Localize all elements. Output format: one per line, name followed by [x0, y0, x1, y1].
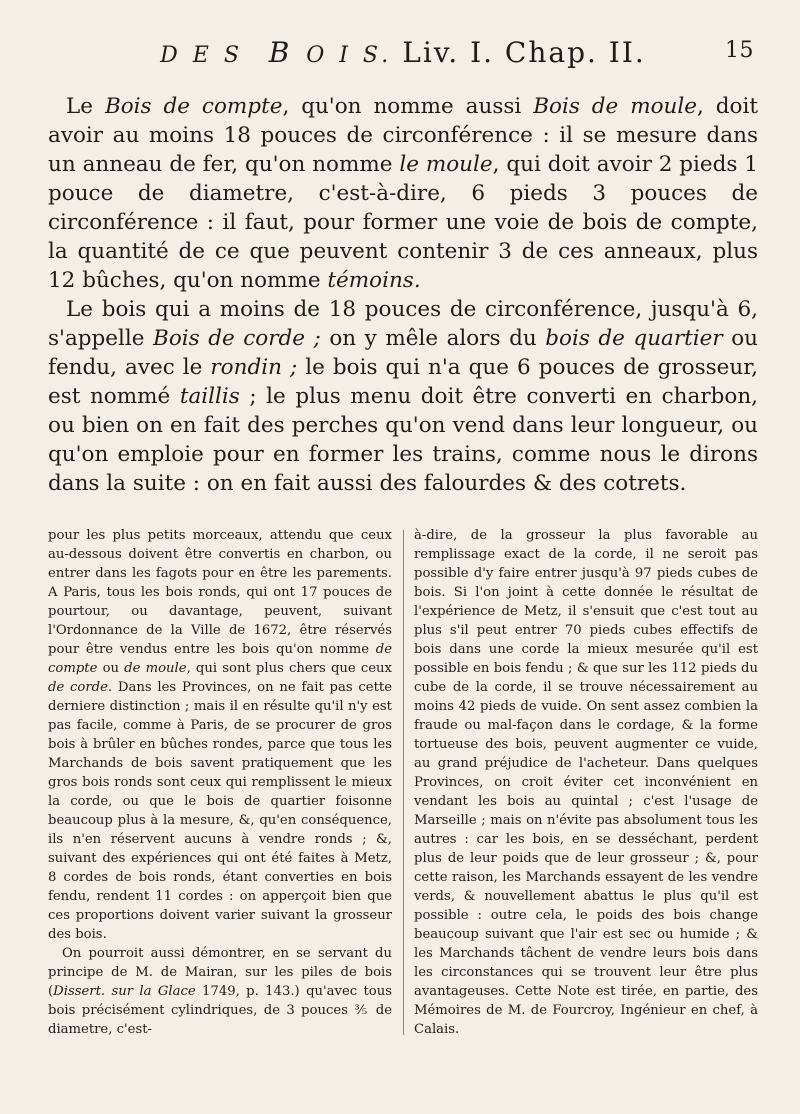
column-separator: [403, 530, 404, 1035]
paragraph-bois-de-compte: Le Bois de compte, qu'on nomme aussi Bois de moule, doit avoir au moins 18 pouces de circonférence : il se mesure dans un anneau de fer, qu'on nomme le moule, qui doit avoir 2 pieds 1 pouce de diametre, c'est-à-dire, 6 pieds 3 pouces de circonférence : il faut, pour former une voie de bois de compte, la quantité de ce que peuvent contenir 3 de ces anneaux, plus 12 bûches, qu'on nomme témoins.: [48, 94, 758, 293]
running-head-chapter: Liv. I. Chap. II.: [402, 35, 646, 69]
paragraph-bois-de-corde: Le bois qui a moins de 18 pouces de circonférence, jusqu'à 6, s'appelle Bois de corde ; on y mêle alors du bois de quartier ou fendu, avec le rondin ; le bois qui n'a que 6 pouces de grosseur, est nommé taillis ; le plus menu doit être converti en charbon, ou bien on en fait des perches qu'on vend dans leur longueur, ou qu'on emploie pour en former les trains, comme nous le dirons dans la suite : on en fait aussi des falourdes & des cotrets.: [48, 297, 759, 496]
book-page: [48, 22, 758, 1092]
running-head: [48, 22, 758, 82]
footnote-left-paragraph-2: On pourroit aussi démontrer, en se servant du principe de M. de Mairan, sur les piles de bois (Dissert. sur la Glace 1749, p. 143.) qu'avec tous bois précisément cylindriques, de 3 pouces ⅗ de diametre, c'est-: [48, 946, 393, 1037]
footnotes: [48, 526, 758, 1039]
footnote-left-paragraph-1: pour les plus petits morceaux, attendu que ceux au-dessous doivent être convertis en charbon, ou entrer dans les fagots pour en être les parements. A Paris, tous les bois ronds, qui ont 17 pouces de pourtour, ou davantage, peuvent, suivant l'Ordonnance de la Ville de 1672, être réservés pour être vendus entre les bois qu'on nomme de compte ou de moule, qui sont plus chers que ceux de corde. Dans les Provinces, on ne fait pas cette derniere distinction ; mais il en résulte qu'il n'y est pas facile, comme à Paris, de se procurer de gros bois à brûler en bûches rondes, parce que tous les Marchands de bois savent pratiquement que les gros bois ronds sont ceux qui remplissent le mieux la corde, ou que le bois de quartier foisonne beaucoup plus à la mesure, &, qu'en conséquence, ils n'en réservent aucuns à vendre ronds ; &, suivant des expériences qui ont été faites à Metz, 8 cordes de bois ronds, étant converties en bois fendu, rendent 11 cordes : on apperçoit bien que ces proportions doivent varier suivant la grosseur des bois.: [48, 528, 392, 942]
footnote-column-right: [414, 526, 758, 1039]
main-text: [48, 92, 758, 498]
footnote-right-paragraph: à-dire, de la grosseur la plus favorable au remplissage exact de la corde, il ne seroit pas possible d'y faire entrer jusqu'à 97 pieds cubes de bois. Si l'on joint à cette donnée le résultat de l'expérience de Metz, il s'ensuit que c'est tout au plus s'il peut entrer 70 pieds cubes effectifs de bois dans une corde la mieux mesurée qu'il est possible en bois fendu ; & que sur les 112 pieds du cube de la corde, il se trouve nécessairement au moins 42 pieds de vuide. On sent assez combien la fraude ou mal-façon dans le cordage, & la forme tortueuse des bois, peuvent augmenter ce vuide, au grand préjudice de l'acheteur. Dans quelques Provinces, on croit éviter cet inconvénient en vendant les bois au quintal ; c'est l'usage de Marseille ; mais on n'évite pas absolument tous les autres : car les bois, en se desséchant, perdent plus de leur poids que de leur grosseur ; &, pour cette raison, les Marchands essayent de les vendre verds, & nouvellement abattus le plus qu'il est possible : outre cela, le poids des bois change beaucoup suivant que l'air est sec ou humide ; & les Marchands tâchent de vendre leurs bois dans les circonstances qui se trouvent leur être plus avantageuses. Cette Note est tirée, en partie, des Mémoires de M. de Fourcroy, Ingénieur en chef, à Calais.: [414, 528, 758, 1037]
running-head-title: [160, 36, 392, 69]
running-head-initial: B: [268, 35, 294, 69]
running-head-des: D E S: [160, 42, 243, 68]
footnote-column-left: [48, 526, 392, 1039]
page-number: 15: [725, 38, 754, 63]
running-head-ois: O I S.: [306, 42, 393, 68]
